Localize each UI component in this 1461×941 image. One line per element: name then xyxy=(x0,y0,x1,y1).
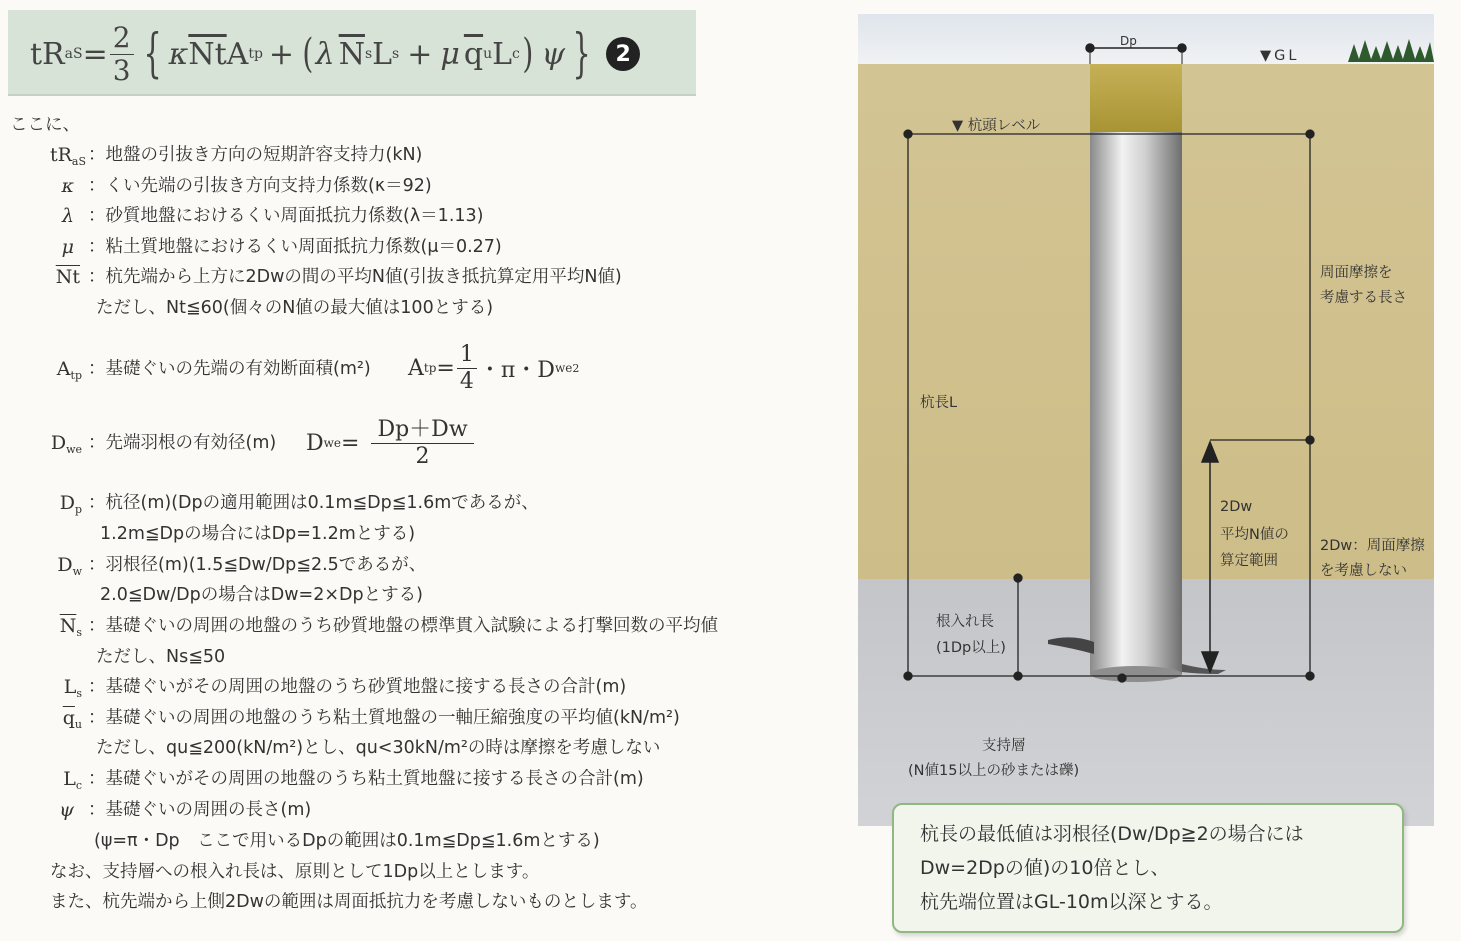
def-symbol: ψ xyxy=(59,799,74,821)
two-dw-label: 2Dw xyxy=(1220,499,1253,515)
pile-tip xyxy=(1090,666,1182,682)
formula-lc: L xyxy=(492,36,513,72)
def-text: ：杭先端から上方に2Dwの間の平均N値(引抜き抵抗算定用平均N値) xyxy=(88,267,622,287)
formula-qu: $\overline{q}$ xyxy=(463,36,484,72)
formula-fraction xyxy=(110,20,134,87)
def-symbol: κ xyxy=(61,175,74,197)
pile-diagram xyxy=(858,14,1434,826)
embed-label-1: 根入れ長 xyxy=(936,614,994,630)
pile-length-label: 杭長L xyxy=(920,395,958,411)
no-friction-label-2: を考慮しない xyxy=(1320,563,1407,579)
def-text: ：粘土質地盤におけるくい周面抵抗力係数(μ＝0.27) xyxy=(88,237,502,257)
formula-number-badge: 2 xyxy=(606,37,640,71)
friction-label-2: 考慮する長さ xyxy=(1320,290,1407,306)
main-formula: tR aS = $\frac{2}{3}$ { κ $\overline{Nt}$ A tp + ( λ $\overline{N}$ s L s + μ $\overline{q}$ u L c ) ψ } 2 xyxy=(30,24,640,84)
footnote: また、杭先端から上側2Dwの範囲は周面抵抗力を考慮しないものとします。 xyxy=(50,892,648,912)
formula-frac-num: 2 xyxy=(110,24,134,55)
def-symbol: λ xyxy=(61,205,74,227)
def-text-cont: ただし、qu≦200(kN/m²)とし、qu<30kN/m²の時は摩擦を考慮しない xyxy=(96,738,661,758)
formula-a-sub: tp xyxy=(248,46,263,62)
no-friction-label-1: 2Dw：周面摩擦 xyxy=(1320,538,1425,554)
def-symbol: $\overline{q}_u$ xyxy=(62,707,82,731)
def-symbol: $L_c$ xyxy=(63,768,82,792)
intro-text: ここに、 xyxy=(10,115,80,135)
def-text-cont: 1.2m≦Dpの場合にはDp=1.2mとする) xyxy=(100,524,416,544)
pile-diagram-svg xyxy=(858,14,1434,826)
def-text: ：地盤の引抜き方向の短期許容支持力(kN) xyxy=(88,145,423,165)
footnote: なお、支持層への根入れ長は、原則として1Dp以上とします。 xyxy=(50,862,540,882)
def-symbol: $D_p$ xyxy=(59,492,82,516)
support-layer-label: 支持層 xyxy=(982,738,1026,754)
note-box xyxy=(892,803,1404,933)
formula-frac-den: 3 xyxy=(112,53,131,87)
formula-ls: L xyxy=(372,36,393,72)
def-symbol: $\overline{Nt}$ xyxy=(55,266,80,288)
formula-qu-sub: u xyxy=(483,46,493,62)
def-text: ：先端羽根の有効径(m) xyxy=(88,433,277,453)
formula-lambda: λ xyxy=(315,36,335,72)
calc-range-label: 算定範囲 xyxy=(1220,553,1278,569)
formula-mu: μ xyxy=(440,36,460,72)
head-level-label: ▼ 杭頭レベル xyxy=(952,118,1041,134)
note-line: Dw=2Dpの値)の10倍とし、 xyxy=(920,857,1170,879)
note-line: 杭長の最低値は羽根径(Dw/Dp≧2の場合には xyxy=(920,823,1304,845)
def-text-cont: ただし、Nt≦60(個々のN値の最大値は100とする) xyxy=(96,298,494,318)
def-text-cont: 2.0≦Dw/Dpの場合はDw=2×Dpとする) xyxy=(100,585,423,605)
atp-equation: A tp = $\frac{1}{4}$ ・π・D we 2 xyxy=(408,341,580,394)
formula-a: A xyxy=(226,36,249,72)
dp-label: Dp xyxy=(1120,34,1137,48)
gl-label: ▼GL xyxy=(1260,48,1300,64)
pile-head xyxy=(1090,64,1182,132)
def-text-cont: ただし、Ns≦50 xyxy=(96,647,226,667)
def-text: ：くい先端の引抜き方向支持力係数(κ＝92) xyxy=(88,176,432,196)
note-line: 杭先端位置はGL-10m以深とする。 xyxy=(920,891,1223,913)
def-text: ：基礎ぐいがその周囲の地盤のうち砂質地盤に接する長さの合計(m) xyxy=(88,677,627,697)
def-text: ：基礎ぐいの先端の有効断面積(m²) xyxy=(88,359,371,379)
def-symbol: μ xyxy=(61,236,74,258)
def-text: ：基礎ぐいの周囲の地盤のうち砂質地盤の標準貫入試験による打撃回数の平均値 xyxy=(88,616,718,636)
friction-label-1: 周面摩擦を xyxy=(1320,265,1393,281)
formula-ls-sub: s xyxy=(392,46,400,62)
def-symbol: $\overline{N}_s$ xyxy=(59,615,82,639)
formula-psi: ψ xyxy=(541,36,566,72)
formula-ns-sub: s xyxy=(364,46,373,62)
def-text: ：羽根径(m)(1.5≦Dw/Dp≦2.5であるが、 xyxy=(88,555,427,575)
def-text: ：基礎ぐいがその周囲の地盤のうち粘土質地盤に接する長さの合計(m) xyxy=(88,769,644,789)
formula-lc-sub: c xyxy=(512,46,520,62)
formula-nt: $\overline{Nt}$ xyxy=(188,36,227,72)
formula-banner xyxy=(8,10,696,96)
def-symbol: $tR_{aS}$ xyxy=(49,144,86,168)
def-symbol: $A_{tp}$ xyxy=(56,358,82,382)
sky xyxy=(858,14,1434,64)
embed-label-2: (1Dp以上) xyxy=(936,640,1006,656)
pile-body xyxy=(1090,132,1182,674)
def-symbol: $D_w$ xyxy=(57,554,82,578)
def-symbol: $L_s$ xyxy=(63,676,82,700)
formula-ns: $\overline{N}$ xyxy=(338,36,365,72)
formula-lhs-sub: aS xyxy=(64,46,83,62)
def-text: ：基礎ぐいの周囲の長さ(m) xyxy=(88,800,312,820)
formula-lhs: tR xyxy=(30,36,65,72)
dwe-equation: D we = $\frac{Dp+Dw}{2}$ xyxy=(306,412,476,474)
def-text: ：杭径(m)(Dpの適用範囲は0.1m≦Dp≦1.6mであるが、 xyxy=(88,493,539,513)
def-symbol: $D_{we}$ xyxy=(50,432,82,456)
def-text-cont: (ψ=π・Dp ここで用いるDpの範囲は0.1m≦Dp≦1.6mとする) xyxy=(94,831,600,851)
support-layer-desc: (N値15以上の砂または礫) xyxy=(908,763,1080,779)
def-text: ：基礎ぐいの周囲の地盤のうち粘土質地盤の一軸圧縮強度の平均値(kN/m²) xyxy=(88,708,680,728)
def-text: ：砂質地盤におけるくい周面抵抗力係数(λ＝1.13) xyxy=(88,206,484,226)
avg-n-label: 平均N値の xyxy=(1220,527,1289,543)
formula-kappa: κ xyxy=(168,36,189,72)
